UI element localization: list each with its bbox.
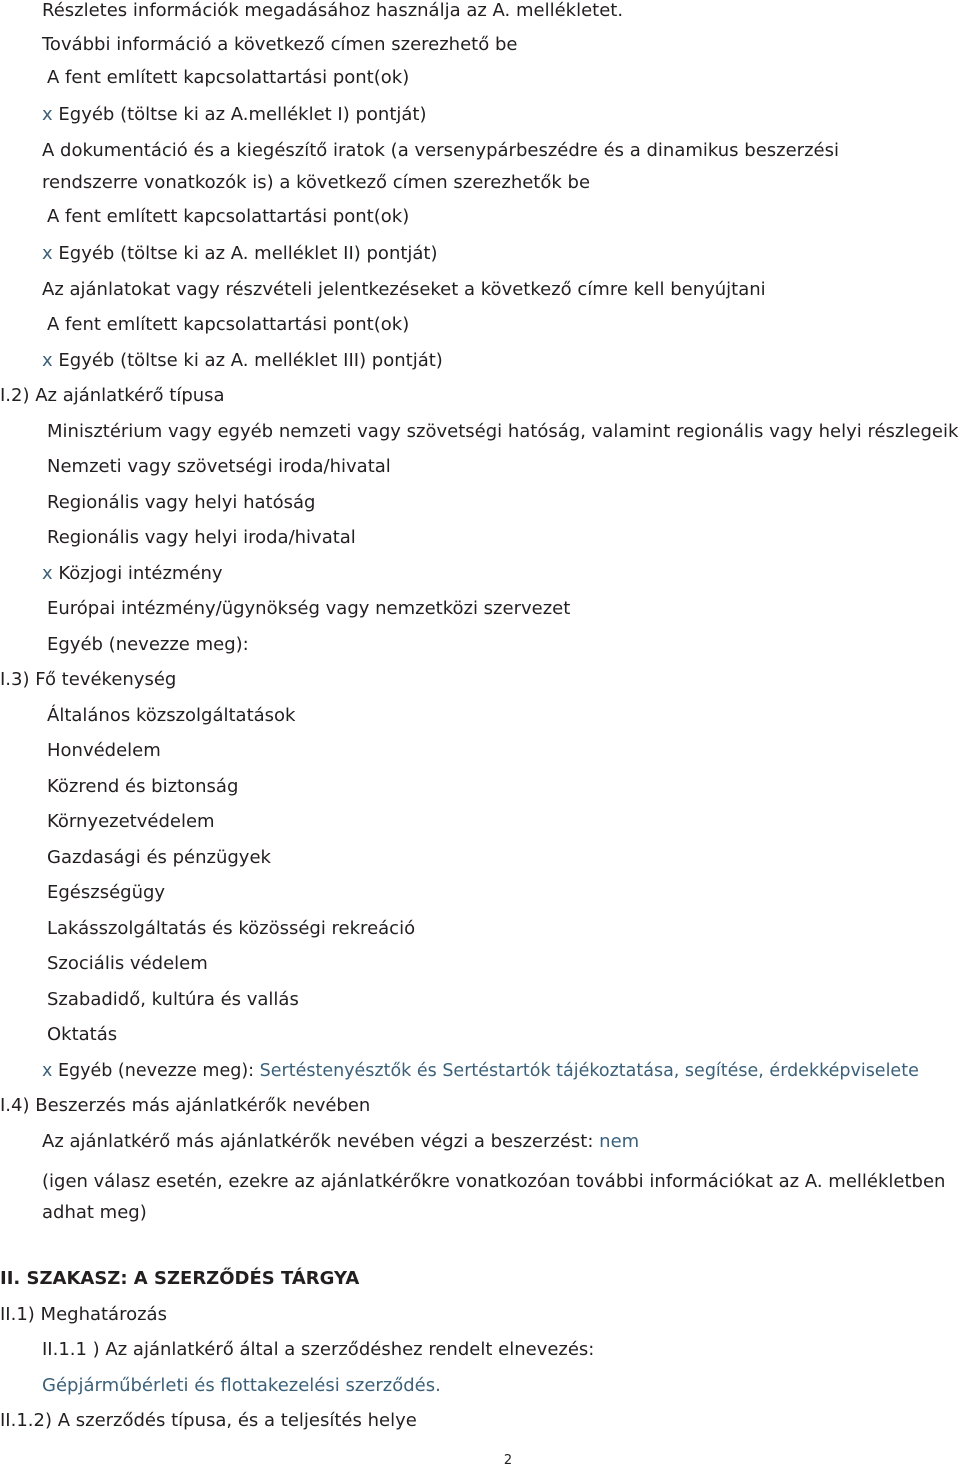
further-info-label: További információ a következő címen szerezhető be xyxy=(42,34,518,55)
i2-option xyxy=(42,563,223,585)
docs-option-contact-point: A fent említett kapcsolattartási pont(ok) xyxy=(47,206,410,227)
details-note: Részletes információk megadásához használja az A. mellékletet. xyxy=(42,0,624,21)
i2-option xyxy=(47,421,958,443)
option-label: Minisztérium vagy egyéb nemzeti vagy szövetségi hatóság, valamint regionális vagy helyi részlegeik xyxy=(47,421,959,442)
ii11-label: II.1.1 ) Az ajánlatkérő által a szerződéshez rendelt elnevezés: xyxy=(42,1339,595,1360)
i2-option xyxy=(47,527,356,549)
check-mark: x xyxy=(42,563,53,584)
submit-label: Az ajánlatokat vagy részvételi jelentkezéseket a következő címre kell benyújtani xyxy=(42,279,766,300)
i2-option xyxy=(47,598,570,620)
docs-label-line2: rendszerre vonatkozók is) a következő címen szerezhetők be xyxy=(42,172,591,193)
section-i2-heading: I.2) Az ajánlatkérő típusa xyxy=(0,385,225,406)
i3-option-other xyxy=(42,1060,919,1082)
docs-option-other xyxy=(42,243,438,265)
i3-option: Környezetvédelem xyxy=(47,811,215,832)
i3-option: Oktatás xyxy=(47,1024,118,1045)
i4-note: (igen válasz esetén, ezekre az ajánlatkérőkre vonatkozóan további információkat az A. mellékletben adhat meg) xyxy=(42,1171,946,1223)
submit-option-other xyxy=(42,350,443,372)
option-label: Európai intézmény/ügynökség vagy nemzetközi szervezet xyxy=(47,598,571,619)
option-label: Egyéb (töltse ki az A. melléklet II) pontját) xyxy=(58,243,438,264)
check-mark: x xyxy=(42,350,53,371)
i2-option xyxy=(47,492,315,514)
section-i3-heading: I.3) Fő tevékenység xyxy=(0,669,177,690)
section-ii12-heading: II.1.2) A szerződés típusa, és a teljesítés helye xyxy=(0,1410,417,1431)
ii11-value: Gépjárműbérleti és flottakezelési szerződés. xyxy=(42,1375,441,1396)
check-mark: x xyxy=(42,1061,53,1081)
i4-question xyxy=(42,1131,639,1153)
i3-option: Szabadidő, kultúra és vallás xyxy=(47,989,299,1010)
section-ii1-heading: II.1) Meghatározás xyxy=(0,1304,167,1325)
option-label: Egyéb (töltse ki az A.melléklet I) pontját) xyxy=(58,104,427,125)
i3-option: Közrend és biztonság xyxy=(47,776,239,797)
section-i4-heading: I.4) Beszerzés más ajánlatkérők nevében xyxy=(0,1095,371,1116)
i3-option: Gazdasági és pénzügyek xyxy=(47,847,271,868)
further-info-option-contact-point: A fent említett kapcsolattartási pont(ok) xyxy=(47,67,410,88)
other-activity-value: Sertéstenyésztők és Sertéstartók tájékoztatása, segítése, érdekképviselete xyxy=(259,1061,919,1081)
i2-option xyxy=(47,634,249,656)
option-label: Egyéb (töltse ki az A. melléklet III) pontját) xyxy=(58,350,443,371)
i3-option: Szociális védelem xyxy=(47,953,208,974)
submit-option-contact-point: A fent említett kapcsolattartási pont(ok) xyxy=(47,314,410,335)
i3-option: Egészségügy xyxy=(47,882,166,903)
page-number: 2 xyxy=(503,1453,513,1468)
answer-value: nem xyxy=(599,1131,640,1152)
section-ii-heading: II. SZAKASZ: A SZERZŐDÉS TÁRGYA xyxy=(0,1268,360,1289)
i3-option: Honvédelem xyxy=(47,740,161,761)
option-label: Közjogi intézmény xyxy=(58,563,223,584)
question-label: Az ajánlatkérő más ajánlatkérők nevében végzi a beszerzést: xyxy=(42,1131,594,1152)
option-label: Regionális vagy helyi hatóság xyxy=(47,492,316,513)
i3-option: Általános közszolgáltatások xyxy=(47,705,296,726)
option-label: Egyéb (nevezze meg): xyxy=(57,1061,255,1081)
i3-option: Lakásszolgáltatás és közösségi rekreáció xyxy=(47,918,416,939)
further-info-option-other xyxy=(42,104,427,126)
docs-label-line1: A dokumentáció és a kiegészítő iratok (a versenypárbeszédre és a dinamikus beszerzési xyxy=(42,140,839,161)
option-label: Egyéb (nevezze meg): xyxy=(47,634,249,655)
check-mark: x xyxy=(42,243,53,264)
check-mark: x xyxy=(42,104,53,125)
i2-option xyxy=(47,456,391,478)
option-label: Nemzeti vagy szövetségi iroda/hivatal xyxy=(47,456,391,477)
option-label: Regionális vagy helyi iroda/hivatal xyxy=(47,527,356,548)
